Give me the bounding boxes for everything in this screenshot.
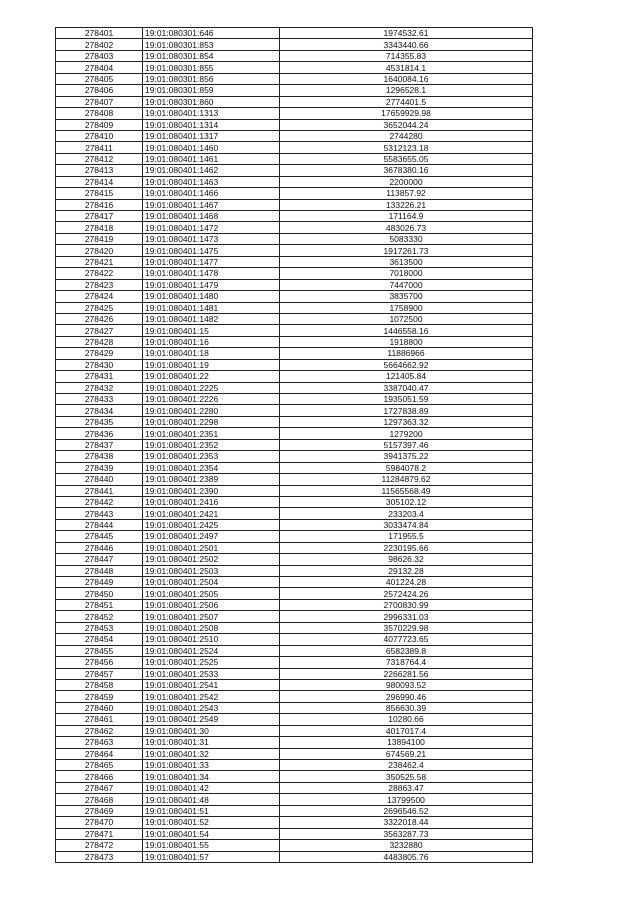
row-id-cell: 278437 [56, 439, 143, 450]
table-row [56, 840, 533, 851]
value-cell: 13894100 [280, 737, 533, 748]
table-row [56, 782, 533, 793]
value-cell: 2744280 [280, 130, 533, 141]
value-cell: 2774401.5 [280, 96, 533, 107]
table-row [56, 519, 533, 530]
row-id-cell: 278409 [56, 119, 143, 130]
value-cell: 980093.52 [280, 679, 533, 690]
value-cell: 2266281.56 [280, 668, 533, 679]
table-row [56, 565, 533, 576]
table-row [56, 577, 533, 588]
cadastral-number-cell: 19:01:080401:1317 [143, 130, 280, 141]
cadastral-number-cell: 19:01:080401:1466 [143, 188, 280, 199]
cadastral-number-cell: 19:01:080401:2508 [143, 622, 280, 633]
table-row [56, 119, 533, 130]
table-row [56, 474, 533, 485]
value-cell: 98626.32 [280, 554, 533, 565]
cadastral-number-cell: 19:01:080401:2502 [143, 554, 280, 565]
cadastral-number-cell: 19:01:080401:54 [143, 828, 280, 839]
value-cell: 2200000 [280, 176, 533, 187]
value-cell: 7447000 [280, 279, 533, 290]
value-cell: 1279200 [280, 428, 533, 439]
table-row [56, 439, 533, 450]
row-id-cell: 278421 [56, 256, 143, 267]
row-id-cell: 278442 [56, 496, 143, 507]
cadastral-number-cell: 19:01:080401:2525 [143, 657, 280, 668]
value-cell: 5083330 [280, 233, 533, 244]
value-cell: 28863.47 [280, 782, 533, 793]
row-id-cell: 278470 [56, 817, 143, 828]
table-row [56, 611, 533, 622]
value-cell: 305102.12 [280, 496, 533, 507]
row-id-cell: 278414 [56, 176, 143, 187]
row-id-cell: 278406 [56, 85, 143, 96]
cadastral-number-cell: 19:01:080401:2503 [143, 565, 280, 576]
row-id-cell: 278453 [56, 622, 143, 633]
row-id-cell: 278420 [56, 245, 143, 256]
table-row [56, 771, 533, 782]
row-id-cell: 278465 [56, 760, 143, 771]
value-cell: 2700830.99 [280, 599, 533, 610]
table-row [56, 702, 533, 713]
table-row [56, 462, 533, 473]
value-cell: 1640084.16 [280, 73, 533, 84]
value-cell: 5157397.46 [280, 439, 533, 450]
cadastral-number-cell: 19:01:080401:1472 [143, 222, 280, 233]
cadastral-number-cell: 19:01:080401:1313 [143, 108, 280, 119]
row-id-cell: 278472 [56, 840, 143, 851]
table-row [56, 531, 533, 542]
row-id-cell: 278426 [56, 313, 143, 324]
cadastral-number-cell: 19:01:080401:2389 [143, 474, 280, 485]
table-body [56, 28, 533, 863]
cadastral-number-cell: 19:01:080401:2543 [143, 702, 280, 713]
table-row [56, 428, 533, 439]
value-cell: 171955.5 [280, 531, 533, 542]
table-row [56, 851, 533, 862]
row-id-cell: 278458 [56, 679, 143, 690]
cadastral-number-cell: 19:01:080301:859 [143, 85, 280, 96]
cadastral-number-cell: 19:01:080401:1481 [143, 302, 280, 313]
table-row [56, 188, 533, 199]
row-id-cell: 278431 [56, 371, 143, 382]
cadastral-number-cell: 19:01:080301:853 [143, 39, 280, 50]
row-id-cell: 278419 [56, 233, 143, 244]
value-cell: 483026.73 [280, 222, 533, 233]
table-row [56, 748, 533, 759]
value-cell: 4017017.4 [280, 725, 533, 736]
row-id-cell: 278403 [56, 50, 143, 61]
row-id-cell: 278444 [56, 519, 143, 530]
value-cell: 1758900 [280, 302, 533, 313]
value-cell: 1935051.59 [280, 394, 533, 405]
cadastral-number-cell: 19:01:080401:1468 [143, 211, 280, 222]
row-id-cell: 278411 [56, 142, 143, 153]
value-cell: 1296528.1 [280, 85, 533, 96]
cadastral-number-cell: 19:01:080401:1477 [143, 256, 280, 267]
table-row [56, 153, 533, 164]
value-cell: 1974532.61 [280, 28, 533, 39]
value-cell: 296990.46 [280, 691, 533, 702]
cadastral-number-cell: 19:01:080401:1478 [143, 268, 280, 279]
row-id-cell: 278459 [56, 691, 143, 702]
table-row [56, 828, 533, 839]
value-cell: 3678380.16 [280, 165, 533, 176]
table-row [56, 39, 533, 50]
table-row [56, 313, 533, 324]
row-id-cell: 278423 [56, 279, 143, 290]
value-cell: 3570229.98 [280, 622, 533, 633]
row-id-cell: 278447 [56, 554, 143, 565]
row-id-cell: 278415 [56, 188, 143, 199]
value-cell: 401224.28 [280, 577, 533, 588]
table-row [56, 325, 533, 336]
row-id-cell: 278436 [56, 428, 143, 439]
cadastral-number-cell: 19:01:080301:855 [143, 62, 280, 73]
cadastral-number-cell: 19:01:080401:2416 [143, 496, 280, 507]
table-row [56, 73, 533, 84]
value-cell: 714355.83 [280, 50, 533, 61]
cadastral-number-cell: 19:01:080401:42 [143, 782, 280, 793]
row-id-cell: 278455 [56, 645, 143, 656]
value-cell: 11886966 [280, 348, 533, 359]
cadastral-number-cell: 19:01:080401:51 [143, 805, 280, 816]
table-row [56, 245, 533, 256]
table-row [56, 805, 533, 816]
value-cell: 13799500 [280, 794, 533, 805]
cadastral-number-cell: 19:01:080401:30 [143, 725, 280, 736]
value-cell: 3343440.66 [280, 39, 533, 50]
value-cell: 3652044.24 [280, 119, 533, 130]
table-row [56, 599, 533, 610]
cadastral-number-cell: 19:01:080401:1479 [143, 279, 280, 290]
table-row [56, 817, 533, 828]
cadastral-number-cell: 19:01:080401:2510 [143, 634, 280, 645]
cadastral-number-cell: 19:01:080401:2421 [143, 508, 280, 519]
value-cell: 3563287.73 [280, 828, 533, 839]
table-row [56, 96, 533, 107]
row-id-cell: 278473 [56, 851, 143, 862]
cadastral-number-cell: 19:01:080401:2298 [143, 416, 280, 427]
table-row [56, 679, 533, 690]
value-cell: 1072500 [280, 313, 533, 324]
cadastral-number-cell: 19:01:080401:1482 [143, 313, 280, 324]
table-row [56, 291, 533, 302]
table-row [56, 416, 533, 427]
value-cell: 1727838.89 [280, 405, 533, 416]
row-id-cell: 278450 [56, 588, 143, 599]
row-id-cell: 278410 [56, 130, 143, 141]
cadastral-number-cell: 19:01:080401:2353 [143, 451, 280, 462]
table-row [56, 62, 533, 73]
row-id-cell: 278468 [56, 794, 143, 805]
cadastral-number-cell: 19:01:080401:31 [143, 737, 280, 748]
table-row [56, 394, 533, 405]
value-cell: 3387040.47 [280, 382, 533, 393]
value-cell: 2230195.66 [280, 542, 533, 553]
value-cell: 121405.84 [280, 371, 533, 382]
row-id-cell: 278429 [56, 348, 143, 359]
row-id-cell: 278446 [56, 542, 143, 553]
table-row [56, 405, 533, 416]
cadastral-number-cell: 19:01:080401:2390 [143, 485, 280, 496]
table-row [56, 508, 533, 519]
value-cell: 5984078.2 [280, 462, 533, 473]
row-id-cell: 278469 [56, 805, 143, 816]
cadastral-number-cell: 19:01:080401:2352 [143, 439, 280, 450]
table-row [56, 233, 533, 244]
cadastral-number-cell: 19:01:080401:2226 [143, 394, 280, 405]
value-cell: 171164.9 [280, 211, 533, 222]
value-cell: 113857.92 [280, 188, 533, 199]
cadastral-number-cell: 19:01:080401:32 [143, 748, 280, 759]
row-id-cell: 278425 [56, 302, 143, 313]
cadastral-number-cell: 19:01:080401:2497 [143, 531, 280, 542]
row-id-cell: 278456 [56, 657, 143, 668]
row-id-cell: 278404 [56, 62, 143, 73]
cadastral-number-cell: 19:01:080401:1460 [143, 142, 280, 153]
cadastral-number-cell: 19:01:080401:16 [143, 336, 280, 347]
table-row [56, 760, 533, 771]
value-cell: 1297363.32 [280, 416, 533, 427]
row-id-cell: 278424 [56, 291, 143, 302]
value-cell: 17659929.98 [280, 108, 533, 119]
table-row [56, 336, 533, 347]
table-row [56, 725, 533, 736]
row-id-cell: 278422 [56, 268, 143, 279]
cadastral-number-cell: 19:01:080401:2351 [143, 428, 280, 439]
cadastral-number-cell: 19:01:080401:2504 [143, 577, 280, 588]
row-id-cell: 278412 [56, 153, 143, 164]
table-row [56, 256, 533, 267]
row-id-cell: 278407 [56, 96, 143, 107]
cadastral-value-table [55, 27, 533, 863]
cadastral-number-cell: 19:01:080401:22 [143, 371, 280, 382]
table-row [56, 657, 533, 668]
table-row [56, 554, 533, 565]
row-id-cell: 278413 [56, 165, 143, 176]
row-id-cell: 278443 [56, 508, 143, 519]
table-row [56, 496, 533, 507]
table-row [56, 542, 533, 553]
row-id-cell: 278449 [56, 577, 143, 588]
value-cell: 1917261.73 [280, 245, 533, 256]
cadastral-number-cell: 19:01:080401:52 [143, 817, 280, 828]
value-cell: 2572424.26 [280, 588, 533, 599]
value-cell: 3835700 [280, 291, 533, 302]
row-id-cell: 278466 [56, 771, 143, 782]
value-cell: 7018000 [280, 268, 533, 279]
table-row [56, 737, 533, 748]
table-row [56, 382, 533, 393]
value-cell: 10280.66 [280, 714, 533, 725]
cadastral-number-cell: 19:01:080401:2533 [143, 668, 280, 679]
cadastral-number-cell: 19:01:080401:2507 [143, 611, 280, 622]
cadastral-number-cell: 19:01:080401:1462 [143, 165, 280, 176]
table-row [56, 371, 533, 382]
cadastral-number-cell: 19:01:080401:1314 [143, 119, 280, 130]
cadastral-number-cell: 19:01:080401:33 [143, 760, 280, 771]
cadastral-number-cell: 19:01:080401:2501 [143, 542, 280, 553]
table-row [56, 634, 533, 645]
table-row [56, 211, 533, 222]
row-id-cell: 278408 [56, 108, 143, 119]
row-id-cell: 278462 [56, 725, 143, 736]
value-cell: 2696546.52 [280, 805, 533, 816]
cadastral-number-cell: 19:01:080401:2425 [143, 519, 280, 530]
table-row [56, 794, 533, 805]
table-row [56, 108, 533, 119]
cadastral-number-cell: 19:01:080401:1467 [143, 199, 280, 210]
value-cell: 11284879.62 [280, 474, 533, 485]
row-id-cell: 278427 [56, 325, 143, 336]
value-cell: 3613500 [280, 256, 533, 267]
table-row [56, 28, 533, 39]
cadastral-number-cell: 19:01:080401:2225 [143, 382, 280, 393]
cadastral-number-cell: 19:01:080301:856 [143, 73, 280, 84]
cadastral-number-cell: 19:01:080401:15 [143, 325, 280, 336]
table-row [56, 622, 533, 633]
row-id-cell: 278445 [56, 531, 143, 542]
table-row [56, 691, 533, 702]
table-row [56, 645, 533, 656]
row-id-cell: 278434 [56, 405, 143, 416]
table-row [56, 199, 533, 210]
row-id-cell: 278452 [56, 611, 143, 622]
row-id-cell: 278441 [56, 485, 143, 496]
table-row [56, 451, 533, 462]
value-cell: 3033474.84 [280, 519, 533, 530]
cadastral-number-cell: 19:01:080301:646 [143, 28, 280, 39]
value-cell: 133226.21 [280, 199, 533, 210]
row-id-cell: 278430 [56, 359, 143, 370]
value-cell: 5312123.18 [280, 142, 533, 153]
row-id-cell: 278439 [56, 462, 143, 473]
table-row [56, 50, 533, 61]
value-cell: 1918800 [280, 336, 533, 347]
cadastral-number-cell: 19:01:080401:1461 [143, 153, 280, 164]
cadastral-number-cell: 19:01:080401:1475 [143, 245, 280, 256]
table-row [56, 279, 533, 290]
row-id-cell: 278451 [56, 599, 143, 610]
cadastral-number-cell: 19:01:080401:2280 [143, 405, 280, 416]
cadastral-number-cell: 19:01:080401:55 [143, 840, 280, 851]
value-cell: 856630.39 [280, 702, 533, 713]
value-cell: 29132.28 [280, 565, 533, 576]
cadastral-number-cell: 19:01:080401:18 [143, 348, 280, 359]
row-id-cell: 278438 [56, 451, 143, 462]
value-cell: 4531814.1 [280, 62, 533, 73]
cadastral-number-cell: 19:01:080401:1463 [143, 176, 280, 187]
row-id-cell: 278416 [56, 199, 143, 210]
table-row [56, 142, 533, 153]
value-cell: 3322018.44 [280, 817, 533, 828]
value-cell: 5664662.92 [280, 359, 533, 370]
table-row [56, 302, 533, 313]
table-row [56, 268, 533, 279]
row-id-cell: 278435 [56, 416, 143, 427]
table-row [56, 714, 533, 725]
row-id-cell: 278401 [56, 28, 143, 39]
cadastral-number-cell: 19:01:080401:2506 [143, 599, 280, 610]
table-row [56, 485, 533, 496]
row-id-cell: 278440 [56, 474, 143, 485]
cadastral-number-cell: 19:01:080401:2549 [143, 714, 280, 725]
cadastral-number-cell: 19:01:080301:854 [143, 50, 280, 61]
cadastral-number-cell: 19:01:080401:48 [143, 794, 280, 805]
row-id-cell: 278428 [56, 336, 143, 347]
cadastral-number-cell: 19:01:080401:2542 [143, 691, 280, 702]
value-cell: 7318764.4 [280, 657, 533, 668]
value-cell: 2996331.03 [280, 611, 533, 622]
value-cell: 11565568.49 [280, 485, 533, 496]
cadastral-number-cell: 19:01:080401:1473 [143, 233, 280, 244]
row-id-cell: 278418 [56, 222, 143, 233]
row-id-cell: 278460 [56, 702, 143, 713]
row-id-cell: 278417 [56, 211, 143, 222]
value-cell: 238462.4 [280, 760, 533, 771]
table-row [56, 359, 533, 370]
table-row [56, 176, 533, 187]
row-id-cell: 278467 [56, 782, 143, 793]
cadastral-number-cell: 19:01:080401:1480 [143, 291, 280, 302]
row-id-cell: 278432 [56, 382, 143, 393]
row-id-cell: 278463 [56, 737, 143, 748]
table-row [56, 85, 533, 96]
table-row [56, 348, 533, 359]
row-id-cell: 278448 [56, 565, 143, 576]
table-row [56, 222, 533, 233]
row-id-cell: 278454 [56, 634, 143, 645]
value-cell: 4483805.76 [280, 851, 533, 862]
row-id-cell: 278433 [56, 394, 143, 405]
value-cell: 674569.21 [280, 748, 533, 759]
value-cell: 3941375.22 [280, 451, 533, 462]
value-cell: 5583655.05 [280, 153, 533, 164]
cadastral-number-cell: 19:01:080401:57 [143, 851, 280, 862]
value-cell: 4077723.65 [280, 634, 533, 645]
table-row [56, 165, 533, 176]
row-id-cell: 278464 [56, 748, 143, 759]
row-id-cell: 278461 [56, 714, 143, 725]
table-row [56, 668, 533, 679]
table-row [56, 588, 533, 599]
row-id-cell: 278457 [56, 668, 143, 679]
row-id-cell: 278471 [56, 828, 143, 839]
row-id-cell: 278402 [56, 39, 143, 50]
value-cell: 3232880 [280, 840, 533, 851]
value-cell: 1446558.16 [280, 325, 533, 336]
cadastral-number-cell: 19:01:080401:2354 [143, 462, 280, 473]
value-cell: 233203.4 [280, 508, 533, 519]
cadastral-number-cell: 19:01:080401:19 [143, 359, 280, 370]
cadastral-number-cell: 19:01:080401:2524 [143, 645, 280, 656]
value-cell: 6582389.8 [280, 645, 533, 656]
row-id-cell: 278405 [56, 73, 143, 84]
value-cell: 350525.58 [280, 771, 533, 782]
cadastral-number-cell: 19:01:080301:860 [143, 96, 280, 107]
cadastral-number-cell: 19:01:080401:2541 [143, 679, 280, 690]
table-row [56, 130, 533, 141]
cadastral-number-cell: 19:01:080401:2505 [143, 588, 280, 599]
cadastral-number-cell: 19:01:080401:34 [143, 771, 280, 782]
